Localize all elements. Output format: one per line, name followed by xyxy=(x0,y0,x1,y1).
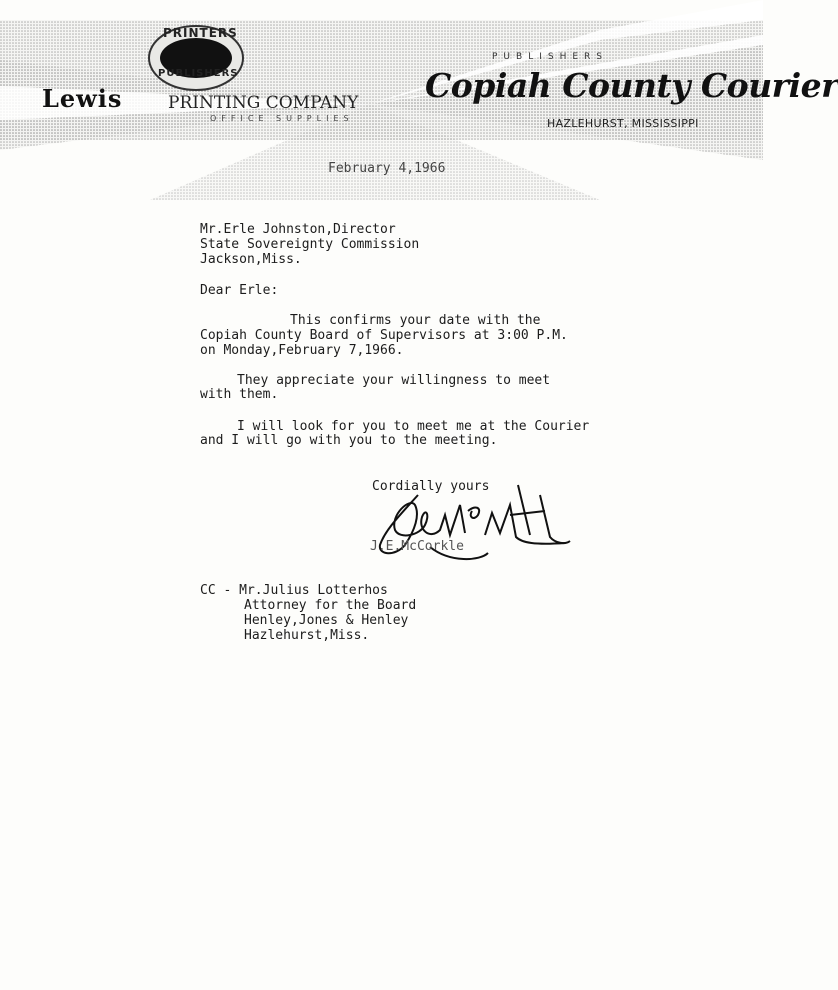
cc-line: Henley,Jones & Henley xyxy=(244,613,409,628)
lewis-logo: Lewis xyxy=(42,84,123,113)
letter-date: February 4,1966 xyxy=(328,161,446,176)
publishers-label: PUBLISHERS xyxy=(492,52,608,62)
newspaper-location: HAZLEHURST, MISSISSIPPI xyxy=(547,117,699,130)
lewis-subtitle: OFFICE SUPPLIES xyxy=(210,114,354,123)
seal-top-text: PRINTERS xyxy=(163,26,238,40)
cc-line: CC - Mr.Julius Lotterhos xyxy=(200,583,388,598)
closing: Cordially yours xyxy=(372,479,490,494)
newspaper-name: Copiah County Courier xyxy=(425,66,838,105)
signer-name: J.E.McCorkle xyxy=(370,539,464,554)
paragraph-line: I will look for you to meet me at the Courier xyxy=(237,419,590,434)
printing-company-label: PRINTING COMPANY xyxy=(168,93,359,113)
letterhead xyxy=(0,0,838,205)
seal-bottom-text: PUBLISHERS xyxy=(158,68,239,79)
cc-line: Attorney for the Board xyxy=(244,598,417,613)
paragraph-line: on Monday,February 7,1966. xyxy=(200,343,404,358)
paragraph-line: They appreciate your willingness to meet xyxy=(237,373,551,388)
paragraph-line: This confirms your date with the xyxy=(290,313,541,328)
recipient-line: Mr.Erle Johnston,Director xyxy=(200,222,396,237)
paragraph-line: and I will go with you to the meeting. xyxy=(200,433,498,448)
salutation: Dear Erle: xyxy=(200,283,279,298)
recipient-line: Jackson,Miss. xyxy=(200,252,302,267)
recipient-line: State Sovereignty Commission xyxy=(200,237,420,252)
cc-line: Hazlehurst,Miss. xyxy=(244,628,370,643)
paragraph-line: Copiah County Board of Supervisors at 3:00 P.M. xyxy=(200,328,568,343)
paragraph-line: with them. xyxy=(200,387,279,402)
